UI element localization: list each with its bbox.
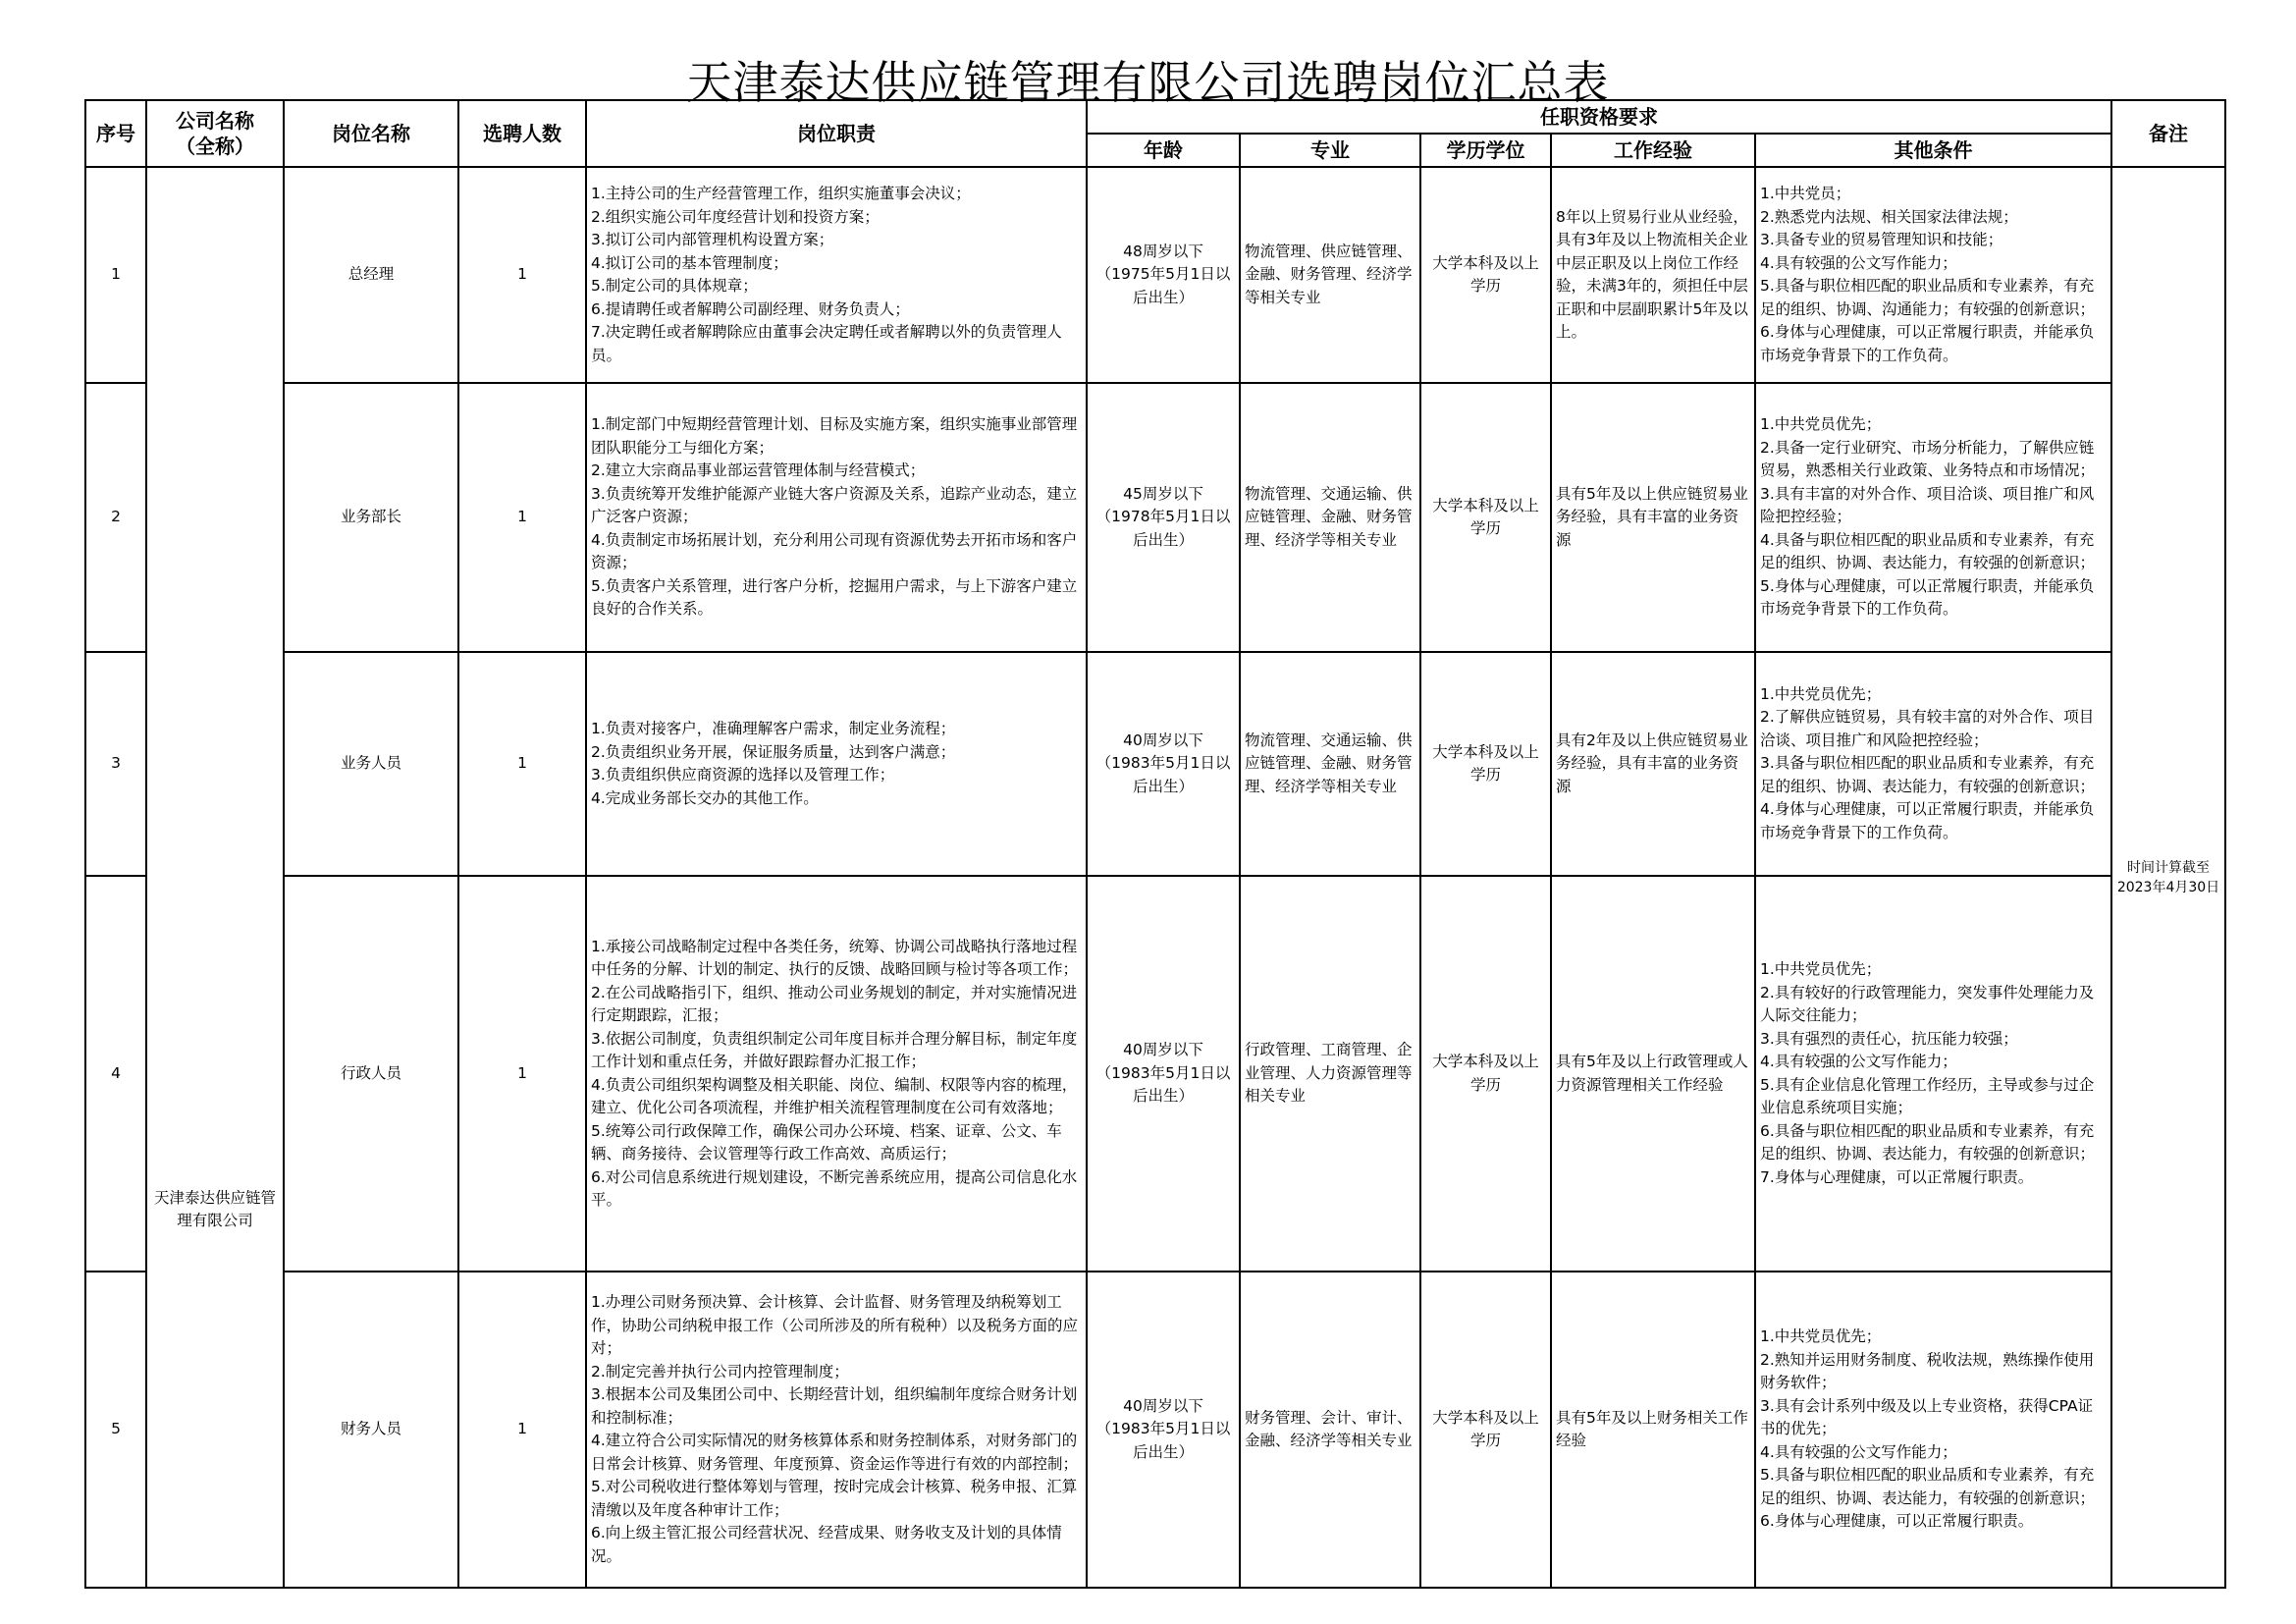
row-duties: 1.制定部门中短期经营管理计划、目标及实施方案，组织实施事业部管理团队职能分工与细化方案； 2.建立大宗商品事业部运营管理体制与经营模式； 3.负责统筹开发维护能源产业链大客户资源及关系，追踪产业动态，建立广泛客户资源； 4.负责制定市场拓展计划，充分利用公司现有资源优势去开拓市场和客户资源； 5.负责客户关系管理，进行客户分析，挖掘用户需求，与上下游客户建立良好的合作关系。 xyxy=(586,383,1087,652)
row-education: 大学本科及以上学历 xyxy=(1420,1272,1551,1588)
row-experience: 具有5年及以上行政管理或人力资源管理相关工作经验 xyxy=(1551,876,1755,1272)
table-row xyxy=(85,167,2225,383)
row-other: 1.中共党员优先； 2.熟知并运用财务制度、税收法规，熟练操作使用财务软件； 3.具有会计系列中级及以上专业资格，获得CPA证书的优先； 4.具有较强的公文写作能力； 5.具备与职位相匹配的职业品质和专业素养，有充足的组织、协调、表达能力，有较强的创新意识； 6.身体与心理健康，可以正常履行职责。 xyxy=(1755,1272,2111,1588)
row-age: 45周岁以下 （1978年5月1日以后出生） xyxy=(1087,383,1240,652)
table-row xyxy=(85,876,2225,1272)
row-experience: 具有2年及以上供应链贸易业务经验，具有丰富的业务资源 xyxy=(1551,652,1755,876)
row-education: 大学本科及以上学历 xyxy=(1420,652,1551,876)
header-age: 年龄 xyxy=(1087,134,1240,167)
remark-cell: 时间计算截至 2023年4月30日 xyxy=(2111,167,2225,1588)
header-seq: 序号 xyxy=(85,100,146,167)
row-seq: 1 xyxy=(85,167,146,383)
row-major: 物流管理、供应链管理、金融、财务管理、经济学等相关专业 xyxy=(1240,167,1420,383)
row-duties: 1.主持公司的生产经营管理工作，组织实施董事会决议； 2.组织实施公司年度经营计划和投资方案； 3.拟订公司内部管理机构设置方案； 4.拟订公司的基本管理制度； 5.制定公司的具体规章； 6.提请聘任或者解聘公司副经理、财务负责人； 7.决定聘任或者解聘除应由董事会决定聘任或者解聘以外的负责管理人员。 xyxy=(586,167,1087,383)
row-other: 1.中共党员优先； 2.了解供应链贸易，具有较丰富的对外合作、项目洽谈、项目推广和风险把控经验； 3.具备与职位相匹配的职业品质和专业素养，有充足的组织、协调、表达能力，有较强的创新意识； 4.身体与心理健康，可以正常履行职责，并能承负市场竞争背景下的工作负荷。 xyxy=(1755,652,2111,876)
row-other: 1.中共党员优先； 2.具有较好的行政管理能力，突发事件处理能力及人际交往能力； 3.具有强烈的责任心，抗压能力较强； 4.具有较强的公文写作能力； 5.具有企业信息化管理工作经历，主导或参与过企业信息系统项目实施； 6.具备与职位相匹配的职业品质和专业素养，有充足的组织、协调、表达能力，有较强的创新意识； 7.身体与心理健康，可以正常履行职责。 xyxy=(1755,876,2111,1272)
row-experience: 具有5年及以上供应链贸易业务经验，具有丰富的业务资源 xyxy=(1551,383,1755,652)
row-position: 行政人员 xyxy=(284,876,458,1272)
row-age: 40周岁以下 （1983年5月1日以后出生） xyxy=(1087,1272,1240,1588)
row-position: 业务部长 xyxy=(284,383,458,652)
row-other: 1.中共党员优先； 2.具备一定行业研究、市场分析能力，了解供应链贸易，熟悉相关行业政策、业务特点和市场情况； 3.具有丰富的对外合作、项目洽谈、项目推广和风险把控经验； 4.具备与职位相匹配的职业品质和专业素养，有充足的组织、协调、表达能力，有较强的创新意识； 5.身体与心理健康，可以正常履行职责，并能承负市场竞争背景下的工作负荷。 xyxy=(1755,383,2111,652)
row-duties: 1.负责对接客户，准确理解客户需求，制定业务流程； 2.负责组织业务开展，保证服务质量，达到客户满意； 3.负责组织供应商资源的选择以及管理工作； 4.完成业务部长交办的其他工作。 xyxy=(586,652,1087,876)
row-count: 1 xyxy=(458,876,586,1272)
header-remark: 备注 xyxy=(2111,100,2225,167)
row-count: 1 xyxy=(458,167,586,383)
row-age: 40周岁以下 （1983年5月1日以后出生） xyxy=(1087,876,1240,1272)
row-other: 1.中共党员； 2.熟悉党内法规、相关国家法律法规； 3.具备专业的贸易管理知识和技能； 4.具有较强的公文写作能力； 5.具备与职位相匹配的职业品质和专业素养，有充足的组织、协调、沟通能力；有较强的创新意识； 6.身体与心理健康，可以正常履行职责，并能承负市场竞争背景下的工作负荷。 xyxy=(1755,167,2111,383)
row-seq: 2 xyxy=(85,383,146,652)
header-other: 其他条件 xyxy=(1755,134,2111,167)
row-experience: 8年以上贸易行业从业经验，具有3年及以上物流相关企业中层正职及以上岗位工作经验，未满3年的，须担任中层正职和中层副职累计5年及以上。 xyxy=(1551,167,1755,383)
page-title: 天津泰达供应链管理有限公司选聘岗位汇总表 xyxy=(686,56,1610,109)
row-position: 总经理 xyxy=(284,167,458,383)
header-education: 学历学位 xyxy=(1420,134,1551,167)
row-age: 48周岁以下 （1975年5月1日以后出生） xyxy=(1087,167,1240,383)
row-major: 财务管理、会计、审计、金融、经济学等相关专业 xyxy=(1240,1272,1420,1588)
header-major: 专业 xyxy=(1240,134,1420,167)
header-duties: 岗位职责 xyxy=(586,100,1087,167)
positions-table xyxy=(84,99,2226,1589)
row-seq: 3 xyxy=(85,652,146,876)
header-position: 岗位名称 xyxy=(284,100,458,167)
row-major: 物流管理、交通运输、供应链管理、金融、财务管理、经济学等相关专业 xyxy=(1240,383,1420,652)
row-count: 1 xyxy=(458,652,586,876)
table-row xyxy=(85,652,2225,876)
row-experience: 具有5年及以上财务相关工作经验 xyxy=(1551,1272,1755,1588)
row-position: 业务人员 xyxy=(284,652,458,876)
row-duties: 1.办理公司财务预决算、会计核算、会计监督、财务管理及纳税筹划工作，协助公司纳税申报工作（公司所涉及的所有税种）以及税务方面的应对； 2.制定完善并执行公司内控管理制度； 3.根据本公司及集团公司中、长期经营计划，组织编制年度综合财务计划和控制标准； 4.建立符合公司实际情况的财务核算体系和财务控制体系，对财务部门的日常会计核算、财务管理、年度预算、资金运作等进行有效的内部控制； 5.对公司税收进行整体筹划与管理，按时完成会计核算、税务申报、汇算清缴以及年度各种审计工作； 6.向上级主管汇报公司经营状况、经营成果、财务收支及计划的具体情况。 xyxy=(586,1272,1087,1588)
row-seq: 4 xyxy=(85,876,146,1272)
row-seq: 5 xyxy=(85,1272,146,1588)
row-count: 1 xyxy=(458,1272,586,1588)
row-age: 40周岁以下 （1983年5月1日以后出生） xyxy=(1087,652,1240,876)
company-name-cell: 天津泰达供应链管理有限公司 xyxy=(146,167,284,1588)
row-education: 大学本科及以上学历 xyxy=(1420,876,1551,1272)
row-major: 物流管理、交通运输、供应链管理、金融、财务管理、经济学等相关专业 xyxy=(1240,652,1420,876)
header-experience: 工作经验 xyxy=(1551,134,1755,167)
table-row xyxy=(85,1272,2225,1588)
table-row xyxy=(85,383,2225,652)
row-duties: 1.承接公司战略制定过程中各类任务，统筹、协调公司战略执行落地过程中任务的分解、计划的制定、执行的反馈、战略回顾与检讨等各项工作； 2.在公司战略指引下，组织、推动公司业务规划的制定，并对实施情况进行定期跟踪，汇报； 3.依据公司制度，负责组织制定公司年度目标并合理分解目标，制定年度工作计划和重点任务，并做好跟踪督办汇报工作； 4.负责公司组织架构调整及相关职能、岗位、编制、权限等内容的梳理，建立、优化公司各项流程，并维护相关流程管理制度在公司有效落地； 5.统筹公司行政保障工作，确保公司办公环境、档案、证章、公文、车辆、商务接待、会议管理等行政工作高效、高质运行； 6.对公司信息系统进行规划建设，不断完善系统应用，提高公司信息化水平。 xyxy=(586,876,1087,1272)
row-position: 财务人员 xyxy=(284,1272,458,1588)
row-education: 大学本科及以上学历 xyxy=(1420,383,1551,652)
header-company: 公司名称 （全称） xyxy=(146,100,284,167)
header-count: 选聘人数 xyxy=(458,100,586,167)
row-major: 行政管理、工商管理、企业管理、人力资源管理等相关专业 xyxy=(1240,876,1420,1272)
row-education: 大学本科及以上学历 xyxy=(1420,167,1551,383)
row-count: 1 xyxy=(458,383,586,652)
header-requirements: 任职资格要求 xyxy=(1087,100,2111,134)
